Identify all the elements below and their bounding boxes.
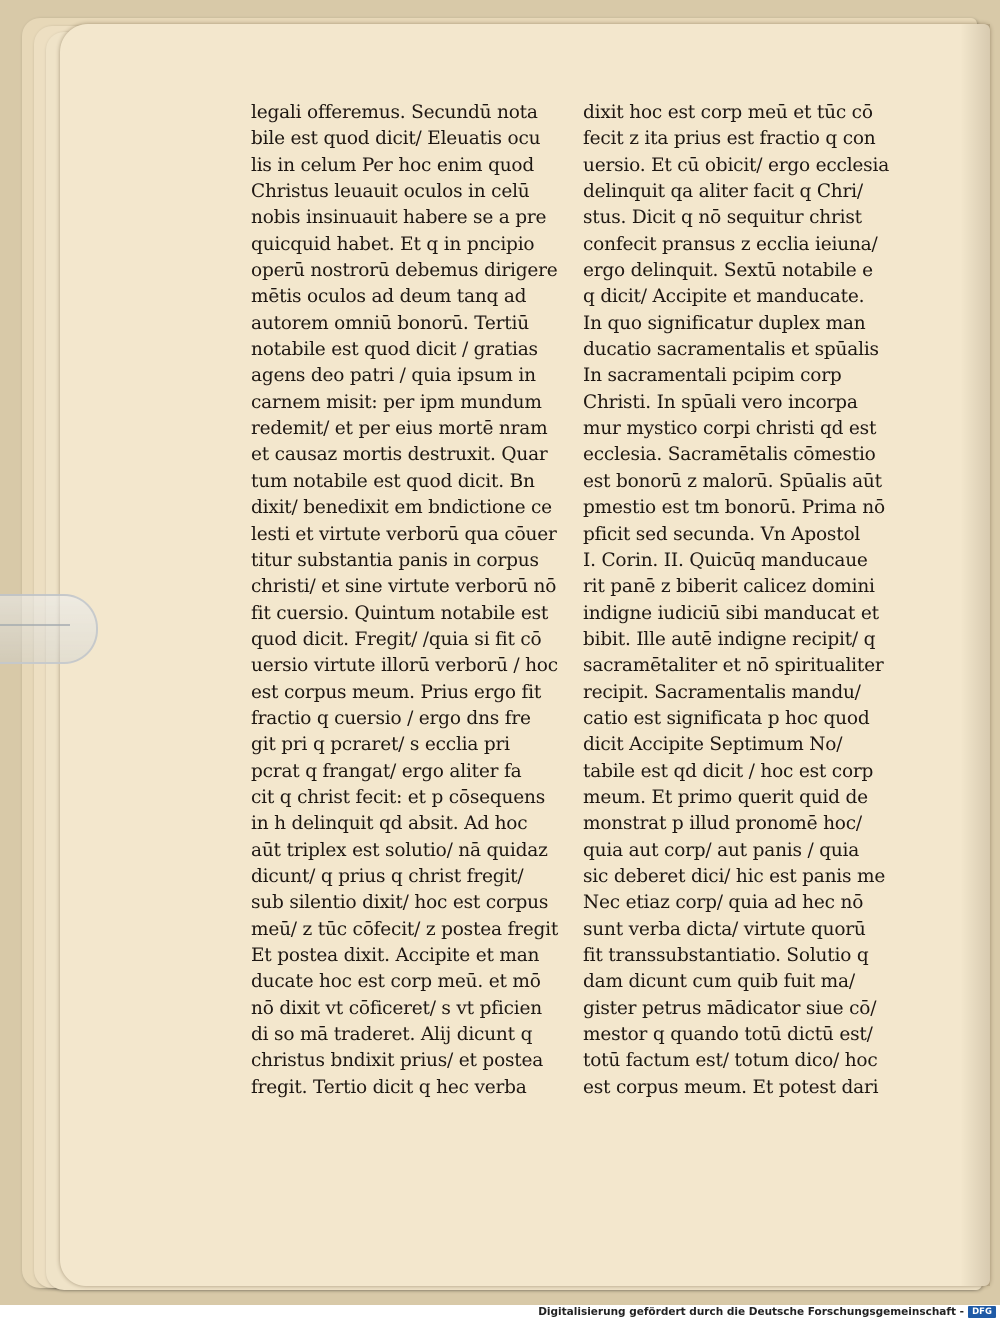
text-line: confecit pransus z ecclia ieiuna/ — [583, 233, 878, 255]
text-line: I. Corin. II. Quicūq manducaue — [583, 549, 868, 571]
text-line: tabile est qd dicit / hoc est corp — [583, 760, 874, 782]
text-line: tum notabile est quod dicit. Bn — [251, 470, 535, 492]
text-line: In sacramentali pcipim corp — [583, 365, 842, 387]
text-line: sic deberet dici/ hic est panis me — [583, 865, 886, 887]
left-text-column — [251, 100, 567, 1101]
text-line: aūt triplex est solutio/ nā quidaz — [251, 839, 548, 861]
text-line: in h delinquit qd absit. Ad hoc — [251, 813, 528, 835]
text-line: sunt verba dicta/ virtute quorū — [583, 918, 866, 940]
text-line: quod dicit. Fregit/ /quia si fit cō — [251, 628, 542, 650]
text-line: di so mā traderet. Alij dicunt q — [251, 1024, 533, 1046]
text-line: est corpus meum. Prius ergo fit — [251, 681, 542, 703]
text-line: gister petrus mādicator siue cō/ — [583, 997, 877, 1019]
text-line: dicit Accipite Septimum No/ — [583, 734, 843, 756]
text-line: mur mystico corpi christi qd est — [583, 418, 877, 440]
text-line: nobis insinuauit habere se a pre — [251, 207, 547, 229]
text-line: christi/ et sine virtute verborū nō — [251, 576, 557, 598]
text-line: In quo significatur duplex man — [583, 312, 866, 334]
text-line: sub silentio dixit/ hoc est corpus — [251, 892, 549, 914]
page-clip — [0, 594, 98, 664]
page-clip-edge — [0, 624, 70, 626]
text-line: fregit. Tertio dicit q hec verba — [251, 1076, 527, 1098]
text-line: carnem misit: per ipm mundum — [251, 391, 542, 413]
text-line: stus. Dicit q nō sequitur christ — [583, 207, 862, 229]
text-line: dixit hoc est corp meū et tūc cō — [583, 102, 873, 123]
text-line: git pri q pcraret/ s ecclia pri — [251, 734, 510, 756]
text-line: mestor q quando totū dictū est/ — [583, 1024, 873, 1046]
text-line: indigne iudiciū sibi manducat et — [583, 602, 879, 624]
text-line: legali offeremus. Secundū nota — [251, 102, 538, 123]
text-line: mētis oculos ad deum tanq ad — [251, 286, 527, 308]
funding-credit: Digitalisierung gefördert durch die Deutsche Forschungsgemeinschaft - — [538, 1306, 964, 1318]
text-line: recipit. Sacramentalis mandu/ — [583, 681, 861, 703]
text-line: dicunt/ q prius q christ fregit/ — [251, 865, 524, 887]
text-line: pmestio est tm bonorū. Prima nō — [583, 497, 885, 519]
text-line: rit panē z biberit calicez domini — [583, 576, 875, 598]
text-line: notabile est quod dicit / gratias — [251, 339, 538, 361]
text-line: quicquid habet. Et q in pncipio — [251, 233, 535, 255]
text-line: cit q christ fecit: et p cōsequens — [251, 786, 546, 808]
text-line: ducatio sacramentalis et spūalis — [583, 339, 879, 361]
text-line: operū nostrorū debemus dirigere — [251, 260, 558, 282]
text-line: Nec etiaz corp/ quia ad hec nō — [583, 892, 864, 914]
text-line: dam dicunt cum quib fuit ma/ — [583, 971, 855, 993]
text-line: totū factum est/ totum dico/ hoc — [583, 1050, 878, 1072]
right-text-column — [583, 100, 903, 1101]
text-line: delinquit qa aliter facit q Chri/ — [583, 181, 863, 203]
footer-bar — [0, 1305, 1000, 1320]
text-line: meum. Et primo querit quid de — [583, 786, 868, 808]
text-line: et causaz mortis destruxit. Quar — [251, 444, 548, 466]
text-line: fecit z ita prius est fractio q con — [583, 128, 876, 150]
text-line: pcrat q frangat/ ergo aliter fa — [251, 760, 522, 782]
text-line: quia aut corp/ aut panis / quia — [583, 839, 860, 861]
text-line: pficit sed secunda. Vn Apostol — [583, 523, 861, 545]
text-line: ergo delinquit. Sextū notabile e — [583, 260, 873, 282]
text-line: christus bndixit prius/ et postea — [251, 1050, 544, 1072]
text-line: nō dixit vt cōficeret/ s vt pficien — [251, 997, 542, 1019]
text-line: lesti et virtute verborū qua cōuer — [251, 523, 557, 545]
text-line: fractio q cuersio / ergo dns fre — [251, 707, 531, 729]
text-line: uersio virtute illorū verborū / hoc — [251, 655, 558, 677]
text-line: catio est significata p hoc quod — [583, 707, 870, 729]
text-line: Christus leuauit oculos in celū — [251, 181, 530, 203]
text-line: fit transsubstantiatio. Solutio q — [583, 945, 869, 966]
text-line: ducate hoc est corp meū. et mō — [251, 971, 541, 993]
text-line: q dicit/ Accipite et manducate. — [583, 286, 865, 308]
text-line: uersio. Et cū obicit/ ergo ecclesia — [583, 154, 890, 176]
text-line: Christi. In spūali vero incorpa — [583, 391, 858, 413]
gutter-shadow — [960, 24, 990, 1286]
text-line: titur substantia panis in corpus — [251, 549, 539, 571]
text-line: Et postea dixit. Accipite et man — [251, 945, 540, 966]
text-line: agens deo patri / quia ipsum in — [251, 365, 536, 387]
text-line: sacramētaliter et nō spiritualiter — [583, 655, 884, 677]
text-line: fit cuersio. Quintum notabile est — [251, 602, 549, 624]
dfg-logo-icon: DFG — [968, 1306, 996, 1318]
text-line: ecclesia. Sacramētalis cōmestio — [583, 444, 876, 466]
text-line: monstrat p illud pronomē hoc/ — [583, 813, 862, 835]
text-line: lis in celum Per hoc enim quod — [251, 154, 535, 176]
text-line: bibit. Ille autē indigne recipit/ q — [583, 628, 876, 650]
text-line: autorem omniū bonorū. Tertiū — [251, 312, 529, 334]
text-line: dixit/ benedixit em bndictione ce — [251, 497, 552, 519]
text-line: bile est quod dicit/ Eleuatis ocu — [251, 128, 541, 150]
text-line: est bonorū z malorū. Spūalis aūt — [583, 470, 882, 492]
text-line: redemit/ et per eius mortē nram — [251, 418, 548, 440]
text-line: est corpus meum. Et potest dari — [583, 1076, 879, 1098]
text-line: meū/ z tūc cōfecit/ z postea fregit — [251, 918, 559, 940]
